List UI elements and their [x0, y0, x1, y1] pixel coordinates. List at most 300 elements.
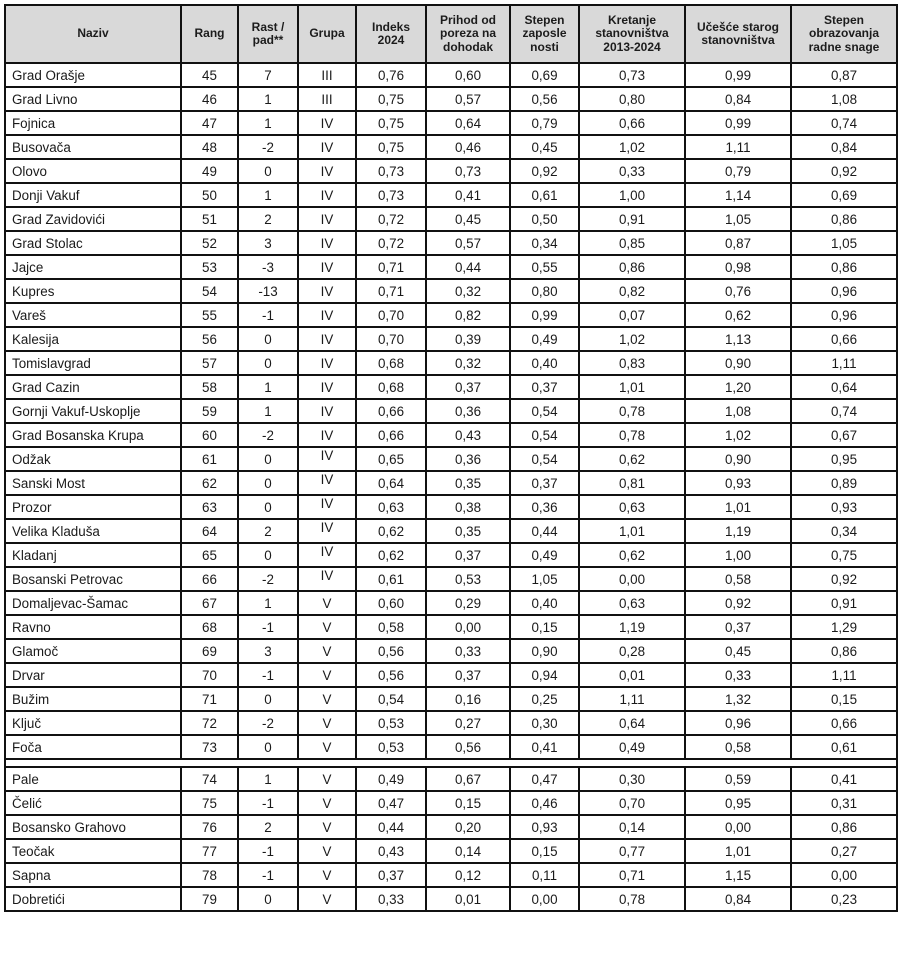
table-row [5, 447, 897, 471]
cell-naziv: Dobretići [5, 887, 181, 911]
cell-zaposlenost: 0,80 [510, 279, 579, 303]
cell-zaposlenost: 0,69 [510, 63, 579, 87]
cell-rang: 67 [181, 591, 238, 615]
cell-grupa: V [298, 839, 356, 863]
cell-zaposlenost: 0,45 [510, 135, 579, 159]
cell-kretanje: 0,00 [579, 567, 685, 591]
cell-grupa: III [298, 63, 356, 87]
cell-prihod: 0,41 [426, 183, 510, 207]
cell-kretanje: 0,62 [579, 543, 685, 567]
cell-ucesce-starog: 0,79 [685, 159, 791, 183]
cell-obrazovanje: 0,87 [791, 63, 897, 87]
cell-rang: 64 [181, 519, 238, 543]
table-row [5, 159, 897, 183]
cell-prihod: 0,43 [426, 423, 510, 447]
cell-prihod: 0,16 [426, 687, 510, 711]
table-row [5, 303, 897, 327]
cell-obrazovanje: 0,89 [791, 471, 897, 495]
cell-grupa: IV [298, 567, 356, 591]
cell-rast-pad: -13 [238, 279, 298, 303]
table-row [5, 815, 897, 839]
cell-zaposlenost: 0,15 [510, 615, 579, 639]
cell-indeks: 0,62 [356, 543, 426, 567]
cell-naziv: Tomislavgrad [5, 351, 181, 375]
cell-grupa: IV [298, 159, 356, 183]
table-row [5, 63, 897, 87]
cell-obrazovanje: 0,86 [791, 815, 897, 839]
cell-prihod: 0,39 [426, 327, 510, 351]
cell-rang: 79 [181, 887, 238, 911]
cell-kretanje: 0,91 [579, 207, 685, 231]
cell-naziv: Odžak [5, 447, 181, 471]
cell-prihod: 0,82 [426, 303, 510, 327]
cell-grupa: V [298, 663, 356, 687]
ranking-table-container [4, 4, 896, 912]
cell-grupa: V [298, 735, 356, 759]
cell-rang: 57 [181, 351, 238, 375]
header-stepen-zaposlenosti: Stepen zaposle nosti [510, 5, 579, 63]
cell-rast-pad: -1 [238, 863, 298, 887]
cell-grupa: V [298, 887, 356, 911]
cell-kretanje: 0,63 [579, 591, 685, 615]
table-row [5, 375, 897, 399]
cell-zaposlenost: 0,40 [510, 591, 579, 615]
cell-ucesce-starog: 0,37 [685, 615, 791, 639]
cell-kretanje: 0,82 [579, 279, 685, 303]
cell-rast-pad: 0 [238, 159, 298, 183]
gap-cell [298, 759, 356, 767]
cell-grupa: IV [298, 399, 356, 423]
cell-obrazovanje: 0,92 [791, 159, 897, 183]
cell-rang: 45 [181, 63, 238, 87]
gap-cell [181, 759, 238, 767]
cell-grupa: IV [298, 231, 356, 255]
cell-rast-pad: 0 [238, 735, 298, 759]
table-row [5, 255, 897, 279]
cell-obrazovanje: 0,96 [791, 279, 897, 303]
cell-kretanje: 0,70 [579, 791, 685, 815]
cell-prihod: 0,36 [426, 447, 510, 471]
cell-obrazovanje: 0,27 [791, 839, 897, 863]
cell-naziv: Ključ [5, 711, 181, 735]
cell-indeks: 0,43 [356, 839, 426, 863]
cell-ucesce-starog: 0,00 [685, 815, 791, 839]
cell-rang: 70 [181, 663, 238, 687]
header-naziv: Naziv [5, 5, 181, 63]
cell-grupa: IV [298, 327, 356, 351]
cell-obrazovanje: 0,66 [791, 327, 897, 351]
cell-prihod: 0,37 [426, 663, 510, 687]
table-row [5, 327, 897, 351]
cell-indeks: 0,44 [356, 815, 426, 839]
cell-grupa: IV [298, 351, 356, 375]
cell-rang: 50 [181, 183, 238, 207]
table-row [5, 567, 897, 591]
cell-rast-pad: -2 [238, 423, 298, 447]
cell-kretanje: 0,81 [579, 471, 685, 495]
cell-kretanje: 1,01 [579, 519, 685, 543]
cell-obrazovanje: 0,66 [791, 711, 897, 735]
table-row [5, 135, 897, 159]
cell-prihod: 0,15 [426, 791, 510, 815]
cell-naziv: Bužim [5, 687, 181, 711]
table-body [5, 63, 897, 911]
cell-indeks: 0,65 [356, 447, 426, 471]
cell-prihod: 0,67 [426, 767, 510, 791]
cell-ucesce-starog: 0,76 [685, 279, 791, 303]
cell-rast-pad: -2 [238, 567, 298, 591]
cell-kretanje: 0,66 [579, 111, 685, 135]
cell-rast-pad: 1 [238, 183, 298, 207]
cell-grupa: IV [298, 135, 356, 159]
table-row [5, 639, 897, 663]
cell-rast-pad: -1 [238, 791, 298, 815]
cell-kretanje: 0,62 [579, 447, 685, 471]
cell-rast-pad: 0 [238, 471, 298, 495]
cell-naziv: Prozor [5, 495, 181, 519]
cell-rast-pad: 2 [238, 815, 298, 839]
cell-grupa: V [298, 639, 356, 663]
cell-zaposlenost: 0,00 [510, 887, 579, 911]
cell-naziv: Vareš [5, 303, 181, 327]
cell-rast-pad: -1 [238, 839, 298, 863]
cell-grupa: III [298, 87, 356, 111]
cell-indeks: 0,53 [356, 711, 426, 735]
header-rast-pad: Rast / pad** [238, 5, 298, 63]
cell-indeks: 0,47 [356, 791, 426, 815]
cell-grupa: IV [298, 111, 356, 135]
cell-zaposlenost: 0,56 [510, 87, 579, 111]
cell-rast-pad: 1 [238, 375, 298, 399]
cell-rang: 68 [181, 615, 238, 639]
cell-ucesce-starog: 0,87 [685, 231, 791, 255]
cell-naziv: Drvar [5, 663, 181, 687]
cell-kretanje: 0,83 [579, 351, 685, 375]
cell-grupa: IV [298, 519, 356, 543]
cell-obrazovanje: 1,29 [791, 615, 897, 639]
cell-kretanje: 0,64 [579, 711, 685, 735]
cell-rang: 76 [181, 815, 238, 839]
header-kretanje-stanovnistva: Kretanje stanovništva 2013-2024 [579, 5, 685, 63]
cell-rast-pad: -1 [238, 663, 298, 687]
cell-obrazovanje: 0,69 [791, 183, 897, 207]
cell-indeks: 0,72 [356, 207, 426, 231]
cell-indeks: 0,60 [356, 591, 426, 615]
cell-zaposlenost: 0,94 [510, 663, 579, 687]
cell-obrazovanje: 0,61 [791, 735, 897, 759]
table-row [5, 767, 897, 791]
cell-rast-pad: -2 [238, 711, 298, 735]
cell-grupa: V [298, 767, 356, 791]
cell-indeks: 0,58 [356, 615, 426, 639]
cell-naziv: Bosansko Grahovo [5, 815, 181, 839]
cell-obrazovanje: 0,67 [791, 423, 897, 447]
cell-naziv: Busovača [5, 135, 181, 159]
cell-ucesce-starog: 1,13 [685, 327, 791, 351]
cell-naziv: Kalesija [5, 327, 181, 351]
cell-rang: 72 [181, 711, 238, 735]
cell-naziv: Pale [5, 767, 181, 791]
cell-grupa: IV [298, 375, 356, 399]
cell-indeks: 0,76 [356, 63, 426, 87]
cell-rast-pad: 1 [238, 111, 298, 135]
cell-rang: 58 [181, 375, 238, 399]
cell-ucesce-starog: 0,96 [685, 711, 791, 735]
cell-rang: 48 [181, 135, 238, 159]
cell-grupa: V [298, 711, 356, 735]
cell-obrazovanje: 0,15 [791, 687, 897, 711]
cell-prihod: 0,20 [426, 815, 510, 839]
cell-zaposlenost: 0,36 [510, 495, 579, 519]
header-ucesce-starog: Učešće starog stanovništva [685, 5, 791, 63]
cell-kretanje: 0,78 [579, 423, 685, 447]
cell-obrazovanje: 0,93 [791, 495, 897, 519]
cell-rang: 56 [181, 327, 238, 351]
cell-rang: 46 [181, 87, 238, 111]
cell-ucesce-starog: 1,01 [685, 495, 791, 519]
table-row [5, 399, 897, 423]
cell-grupa: V [298, 791, 356, 815]
cell-rang: 63 [181, 495, 238, 519]
cell-kretanje: 0,49 [579, 735, 685, 759]
cell-obrazovanje: 0,41 [791, 767, 897, 791]
table-row [5, 615, 897, 639]
gap-cell [579, 759, 685, 767]
cell-rast-pad: 1 [238, 591, 298, 615]
cell-indeks: 0,72 [356, 231, 426, 255]
cell-zaposlenost: 0,47 [510, 767, 579, 791]
cell-obrazovanje: 0,84 [791, 135, 897, 159]
cell-prihod: 0,01 [426, 887, 510, 911]
cell-kretanje: 1,02 [579, 135, 685, 159]
cell-prihod: 0,14 [426, 839, 510, 863]
cell-prihod: 0,57 [426, 231, 510, 255]
cell-obrazovanje: 0,64 [791, 375, 897, 399]
cell-prihod: 0,00 [426, 615, 510, 639]
table-row [5, 687, 897, 711]
cell-rang: 69 [181, 639, 238, 663]
cell-zaposlenost: 0,55 [510, 255, 579, 279]
gap-cell [238, 759, 298, 767]
cell-obrazovanje: 0,92 [791, 567, 897, 591]
cell-obrazovanje: 1,08 [791, 87, 897, 111]
cell-indeks: 0,68 [356, 375, 426, 399]
cell-prihod: 0,64 [426, 111, 510, 135]
cell-obrazovanje: 0,00 [791, 863, 897, 887]
cell-indeks: 0,71 [356, 255, 426, 279]
cell-ucesce-starog: 0,93 [685, 471, 791, 495]
header-grupa: Grupa [298, 5, 356, 63]
cell-rang: 49 [181, 159, 238, 183]
cell-rast-pad: 0 [238, 495, 298, 519]
gap-cell [510, 759, 579, 767]
cell-naziv: Gornji Vakuf-Uskoplje [5, 399, 181, 423]
cell-indeks: 0,70 [356, 303, 426, 327]
cell-zaposlenost: 1,05 [510, 567, 579, 591]
cell-obrazovanje: 0,91 [791, 591, 897, 615]
cell-grupa: V [298, 591, 356, 615]
cell-kretanje: 0,01 [579, 663, 685, 687]
cell-indeks: 0,53 [356, 735, 426, 759]
cell-ucesce-starog: 0,95 [685, 791, 791, 815]
cell-zaposlenost: 0,54 [510, 399, 579, 423]
cell-indeks: 0,33 [356, 887, 426, 911]
cell-obrazovanje: 0,86 [791, 639, 897, 663]
cell-zaposlenost: 0,37 [510, 375, 579, 399]
cell-rast-pad: 0 [238, 447, 298, 471]
cell-prihod: 0,35 [426, 519, 510, 543]
cell-kretanje: 0,78 [579, 399, 685, 423]
cell-naziv: Foča [5, 735, 181, 759]
cell-zaposlenost: 0,15 [510, 839, 579, 863]
cell-prihod: 0,56 [426, 735, 510, 759]
cell-obrazovanje: 0,75 [791, 543, 897, 567]
cell-naziv: Čelić [5, 791, 181, 815]
cell-indeks: 0,73 [356, 183, 426, 207]
cell-ucesce-starog: 1,15 [685, 863, 791, 887]
cell-ucesce-starog: 1,00 [685, 543, 791, 567]
cell-rast-pad: 7 [238, 63, 298, 87]
table-row [5, 863, 897, 887]
cell-naziv: Velika Kladuša [5, 519, 181, 543]
cell-naziv: Grad Bosanska Krupa [5, 423, 181, 447]
cell-rang: 60 [181, 423, 238, 447]
table-row [5, 519, 897, 543]
cell-indeks: 0,64 [356, 471, 426, 495]
cell-grupa: IV [298, 279, 356, 303]
cell-obrazovanje: 1,11 [791, 663, 897, 687]
cell-naziv: Domaljevac-Šamac [5, 591, 181, 615]
cell-grupa: IV [298, 495, 356, 519]
cell-rang: 55 [181, 303, 238, 327]
table-row [5, 887, 897, 911]
cell-kretanje: 0,07 [579, 303, 685, 327]
cell-obrazovanje: 0,34 [791, 519, 897, 543]
cell-ucesce-starog: 1,01 [685, 839, 791, 863]
cell-rast-pad: 1 [238, 399, 298, 423]
gap-cell [685, 759, 791, 767]
table-row [5, 543, 897, 567]
cell-naziv: Grad Orašje [5, 63, 181, 87]
cell-kretanje: 1,11 [579, 687, 685, 711]
cell-ucesce-starog: 0,99 [685, 111, 791, 135]
cell-obrazovanje: 0,74 [791, 111, 897, 135]
cell-obrazovanje: 0,86 [791, 207, 897, 231]
cell-rang: 59 [181, 399, 238, 423]
cell-ucesce-starog: 1,02 [685, 423, 791, 447]
cell-zaposlenost: 0,50 [510, 207, 579, 231]
cell-kretanje: 0,14 [579, 815, 685, 839]
cell-prihod: 0,35 [426, 471, 510, 495]
cell-kretanje: 0,30 [579, 767, 685, 791]
cell-rast-pad: 1 [238, 767, 298, 791]
table-row [5, 279, 897, 303]
cell-zaposlenost: 0,46 [510, 791, 579, 815]
cell-kretanje: 0,78 [579, 887, 685, 911]
cell-naziv: Glamoč [5, 639, 181, 663]
cell-rast-pad: 3 [238, 639, 298, 663]
cell-prihod: 0,29 [426, 591, 510, 615]
cell-rang: 51 [181, 207, 238, 231]
cell-indeks: 0,56 [356, 663, 426, 687]
cell-prihod: 0,32 [426, 279, 510, 303]
cell-zaposlenost: 0,25 [510, 687, 579, 711]
cell-indeks: 0,66 [356, 423, 426, 447]
cell-rang: 73 [181, 735, 238, 759]
header-prihod-porez: Prihod od poreza na dohodak [426, 5, 510, 63]
cell-naziv: Grad Stolac [5, 231, 181, 255]
cell-grupa: IV [298, 255, 356, 279]
cell-zaposlenost: 0,90 [510, 639, 579, 663]
header-indeks-2024: Indeks 2024 [356, 5, 426, 63]
cell-prihod: 0,45 [426, 207, 510, 231]
cell-rast-pad: 0 [238, 351, 298, 375]
cell-ucesce-starog: 1,11 [685, 135, 791, 159]
cell-indeks: 0,70 [356, 327, 426, 351]
cell-indeks: 0,56 [356, 639, 426, 663]
gap-cell [791, 759, 897, 767]
cell-ucesce-starog: 1,05 [685, 207, 791, 231]
cell-indeks: 0,61 [356, 567, 426, 591]
cell-prihod: 0,53 [426, 567, 510, 591]
cell-indeks: 0,73 [356, 159, 426, 183]
cell-ucesce-starog: 1,32 [685, 687, 791, 711]
cell-grupa: IV [298, 471, 356, 495]
table-row [5, 207, 897, 231]
cell-ucesce-starog: 0,90 [685, 447, 791, 471]
cell-indeks: 0,75 [356, 111, 426, 135]
table-row [5, 87, 897, 111]
header-rang: Rang [181, 5, 238, 63]
cell-naziv: Fojnica [5, 111, 181, 135]
cell-obrazovanje: 0,23 [791, 887, 897, 911]
cell-zaposlenost: 0,11 [510, 863, 579, 887]
cell-grupa: V [298, 863, 356, 887]
cell-zaposlenost: 0,30 [510, 711, 579, 735]
cell-rang: 65 [181, 543, 238, 567]
cell-ucesce-starog: 0,58 [685, 735, 791, 759]
cell-kretanje: 0,73 [579, 63, 685, 87]
cell-rang: 66 [181, 567, 238, 591]
cell-zaposlenost: 0,40 [510, 351, 579, 375]
cell-rast-pad: -2 [238, 135, 298, 159]
cell-grupa: IV [298, 423, 356, 447]
cell-ucesce-starog: 0,59 [685, 767, 791, 791]
gap-cell [426, 759, 510, 767]
cell-kretanje: 1,00 [579, 183, 685, 207]
cell-obrazovanje: 0,31 [791, 791, 897, 815]
cell-naziv: Ravno [5, 615, 181, 639]
cell-kretanje: 0,80 [579, 87, 685, 111]
table-row [5, 591, 897, 615]
cell-zaposlenost: 0,37 [510, 471, 579, 495]
cell-ucesce-starog: 0,90 [685, 351, 791, 375]
cell-indeks: 0,62 [356, 519, 426, 543]
table-row [5, 111, 897, 135]
cell-kretanje: 1,19 [579, 615, 685, 639]
cell-rang: 53 [181, 255, 238, 279]
cell-prihod: 0,44 [426, 255, 510, 279]
cell-zaposlenost: 0,49 [510, 543, 579, 567]
cell-indeks: 0,54 [356, 687, 426, 711]
cell-prihod: 0,57 [426, 87, 510, 111]
table-row [5, 711, 897, 735]
cell-rast-pad: -1 [238, 615, 298, 639]
cell-naziv: Bosanski Petrovac [5, 567, 181, 591]
cell-prihod: 0,46 [426, 135, 510, 159]
cell-prihod: 0,37 [426, 543, 510, 567]
cell-naziv: Olovo [5, 159, 181, 183]
